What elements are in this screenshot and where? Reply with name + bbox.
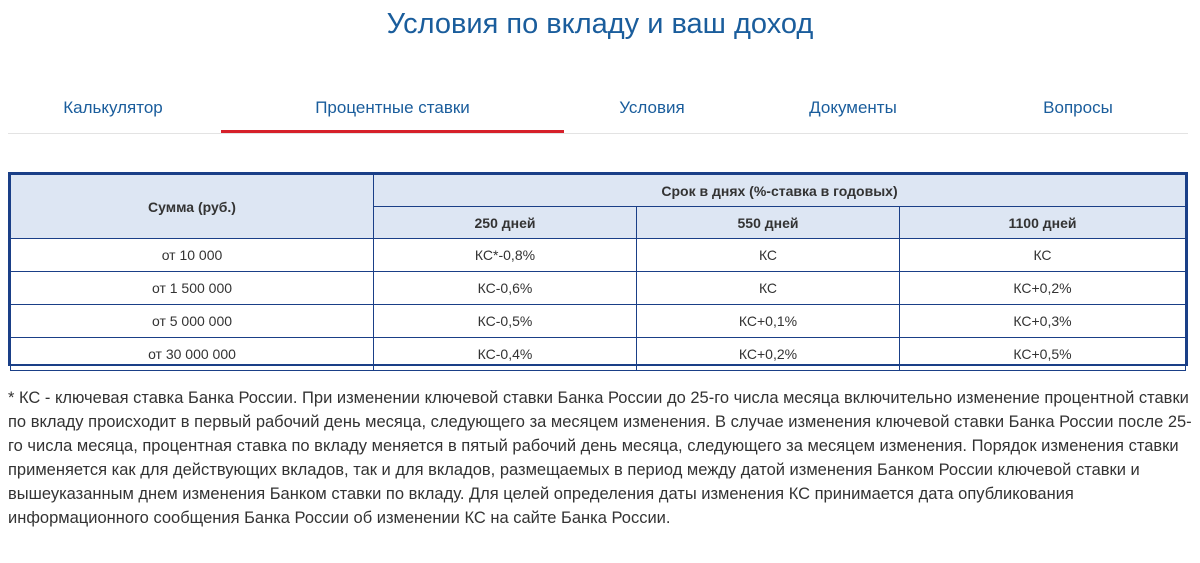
tab-interest-rates[interactable]: Процентные ставки	[221, 88, 564, 133]
table-row	[11, 338, 1186, 371]
rates-table-container	[8, 172, 1188, 366]
page-title: Условия по вкладу и ваш доход	[386, 8, 814, 40]
table-row	[11, 239, 1186, 272]
row-amount: от 10 000	[11, 239, 374, 272]
tab-calculator[interactable]: Калькулятор	[63, 98, 163, 117]
rate-cell: КС+0,1%	[637, 305, 900, 338]
rate-cell: КС+0,5%	[900, 338, 1186, 371]
row-amount: от 30 000 000	[11, 338, 374, 371]
row-amount: от 5 000 000	[11, 305, 374, 338]
table-row	[11, 305, 1186, 338]
rate-cell: КС+0,2%	[637, 338, 900, 371]
rate-cell: КС*-0,8%	[374, 239, 637, 272]
footnote: * КС - ключевая ставка Банка России. При изменении ключевой ставки Банка России до 25-го числа месяца включительно изменение процентной ставки по вкладу происходит в первый рабочий день месяца, следующего за месяцем изменения. В случае изменения ключевой ставки Банка России после 25-го числа месяца, процентная ставка по вкладу меняется в пятый рабочий день месяца, следующего за месяцем изменения. Порядок изменения ставки применяется как для действующих вкладов, так и для вкладов, размещаемых в период между датой изменения Банком России ключевой ставки и вышеуказанным днем изменения Банком ставки по вкладу. Для целей определения даты изменения КС принимается дата опубликования информационного сообщения Банка России об изменении КС на сайте Банка России.	[8, 389, 1192, 527]
tab-conditions[interactable]: Условия	[619, 98, 685, 117]
rate-cell: КС	[637, 239, 900, 272]
row-amount: от 1 500 000	[11, 272, 374, 305]
column-header-550: 550 дней	[637, 207, 900, 239]
column-header-250: 250 дней	[374, 207, 637, 239]
rates-table	[10, 174, 1186, 371]
rate-cell: КС+0,2%	[900, 272, 1186, 305]
tab-questions[interactable]: Вопросы	[1043, 98, 1113, 117]
tab-documents[interactable]: Документы	[809, 98, 897, 117]
rate-cell: КС	[900, 239, 1186, 272]
amount-header: Сумма (руб.)	[11, 175, 374, 239]
table-row	[11, 272, 1186, 305]
rate-cell: КС-0,5%	[374, 305, 637, 338]
rate-cell: КС	[637, 272, 900, 305]
rate-cell: КС-0,4%	[374, 338, 637, 371]
column-header-1100: 1100 дней	[900, 207, 1186, 239]
rate-cell: КС-0,6%	[374, 272, 637, 305]
rate-cell: КС+0,3%	[900, 305, 1186, 338]
term-header: Срок в днях (%-ставка в годовых)	[374, 175, 1186, 207]
tab-bar	[8, 88, 1188, 134]
